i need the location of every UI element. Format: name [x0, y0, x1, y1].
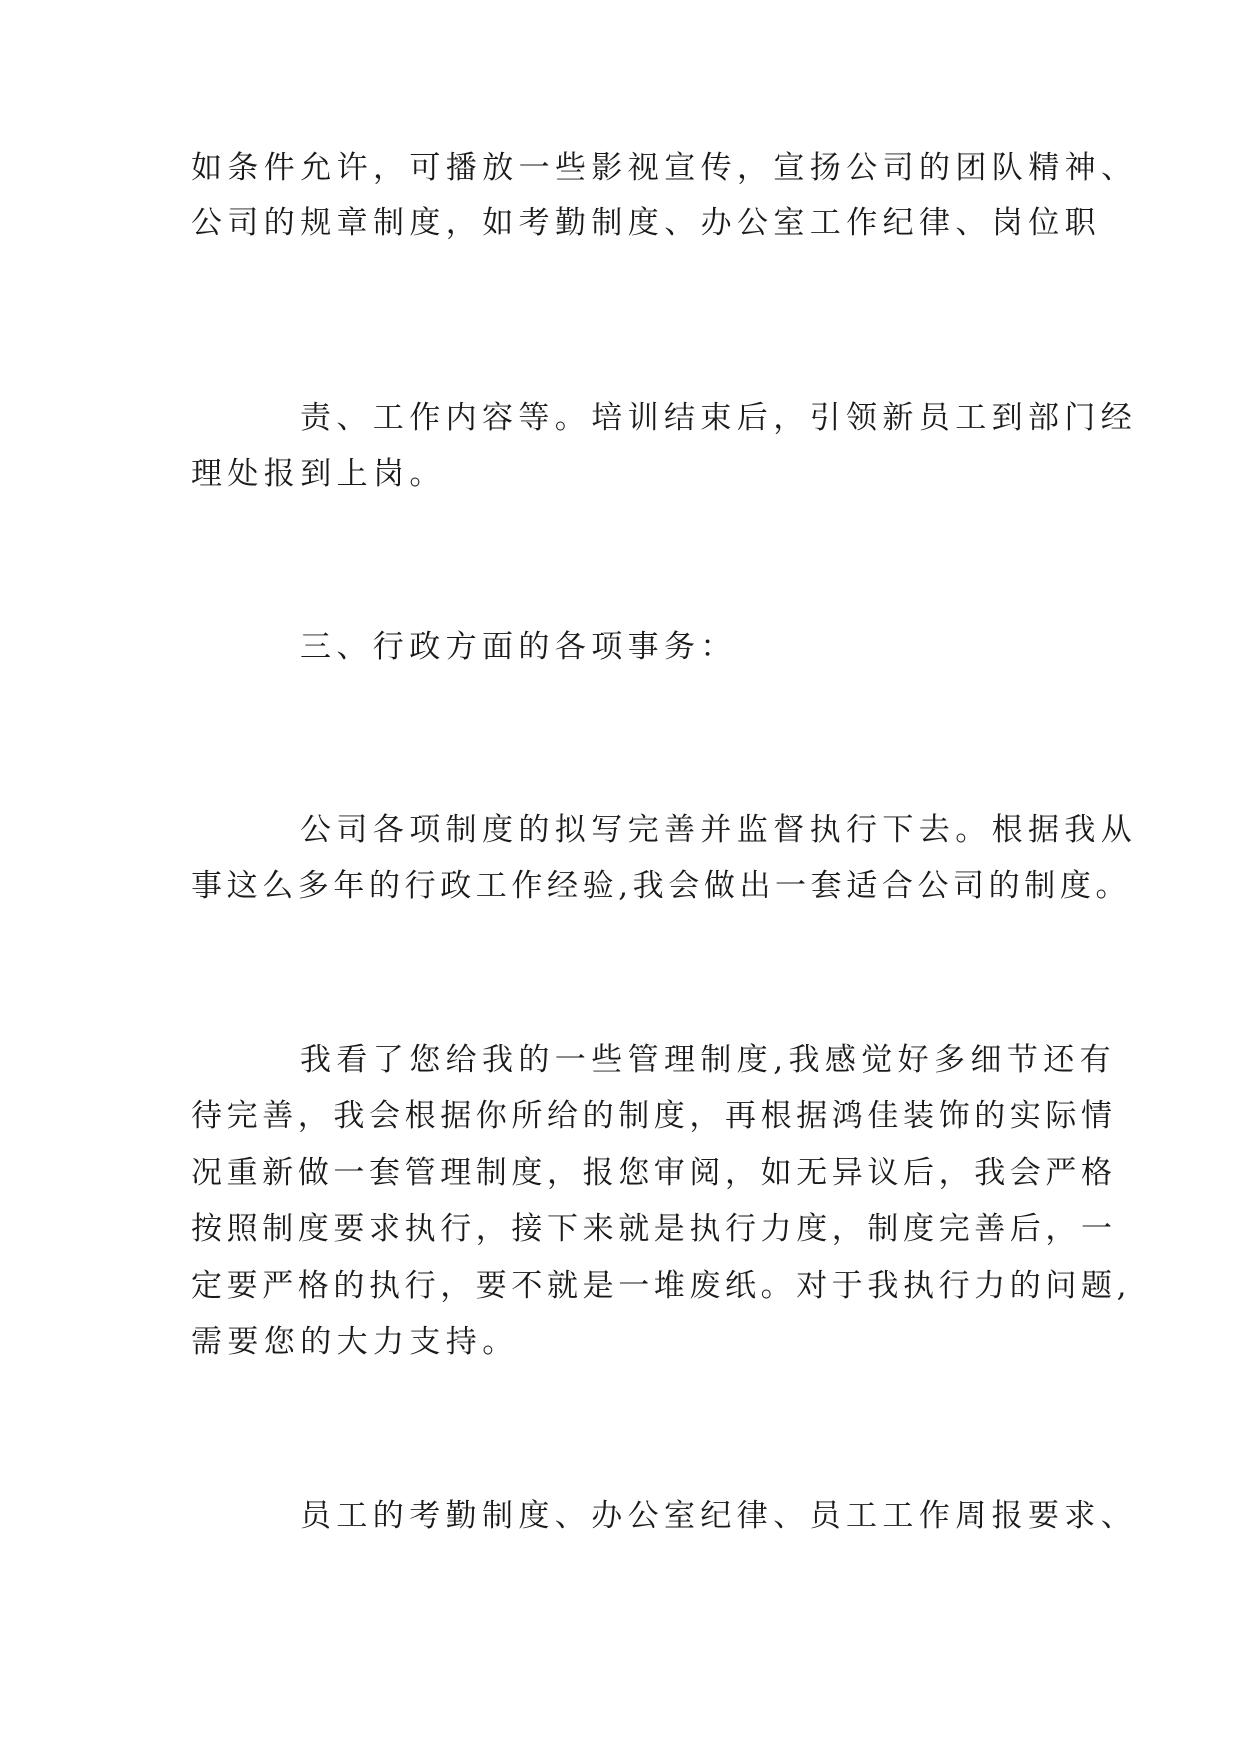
paragraph-line: 需要您的大力支持。 — [191, 1324, 519, 1360]
paragraph-line: 我看了您给我的一些管理制度,我感觉好多细节还有 — [300, 1042, 1117, 1078]
paragraph-line: 况重新做一套管理制度，报您审阅，如无异议后，我会严格 — [191, 1155, 1117, 1191]
paragraph-line: 员工的考勤制度、办公室纪律、员工工作周报要求、 — [300, 1498, 1138, 1534]
paragraph-line: 事这么多年的行政工作经验,我会做出一套适合公司的制度。 — [191, 868, 1132, 904]
paragraph-line: 公司的规章制度，如考勤制度、办公室工作纪律、岗位职 — [191, 205, 1101, 241]
paragraph-line: 定要严格的执行，要不就是一堆废纸。对于我执行力的问题, — [191, 1268, 1132, 1304]
paragraph-line: 按照制度要求执行，接下来就是执行力度，制度完善后，一 — [191, 1211, 1117, 1247]
paragraph-line: 责、工作内容等。培训结束后，引领新员工到部门经 — [300, 400, 1138, 436]
paragraph-line: 如条件允许，可播放一些影视宣传，宣扬公司的团队精神、 — [191, 150, 1138, 186]
paragraph-line: 理处报到上岗。 — [191, 456, 446, 492]
paragraph-line: 待完善，我会根据你所给的制度，再根据鸿佳装饰的实际情 — [191, 1098, 1117, 1134]
paragraph-line: 公司各项制度的拟写完善并监督执行下去。根据我从 — [300, 812, 1138, 848]
section-heading: 三、行政方面的各项事务： — [300, 629, 737, 665]
